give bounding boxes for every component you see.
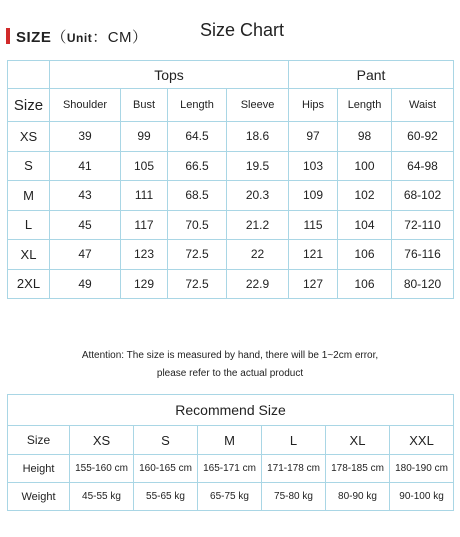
column-header: L [262, 426, 326, 455]
table-cell: 41 [50, 151, 121, 181]
row-label: Weight [8, 483, 70, 511]
column-header: Sleeve [227, 89, 289, 122]
size-cell: M [8, 181, 50, 211]
table-cell: 45-55 kg [70, 483, 134, 511]
table-cell: 160-165 cm [134, 455, 198, 483]
table-cell: 117 [121, 210, 168, 240]
table-cell: 72.5 [168, 269, 227, 299]
table-cell: 165-171 cm [198, 455, 262, 483]
table-cell: 123 [121, 240, 168, 270]
column-header: Length [168, 89, 227, 122]
table-cell: 102 [338, 181, 392, 211]
table-cell: 66.5 [168, 151, 227, 181]
size-cell: XL [8, 240, 50, 270]
corner-cell [8, 61, 50, 89]
table-cell: 43 [50, 181, 121, 211]
table-row [8, 455, 454, 483]
table-cell: 60-92 [392, 122, 454, 152]
table-cell: 21.2 [227, 210, 289, 240]
accent-bar [6, 28, 10, 44]
header [0, 0, 460, 60]
table-cell: 68-102 [392, 181, 454, 211]
table-cell: 97 [289, 122, 338, 152]
unit-word: Unit [66, 31, 93, 45]
table-cell: 171-178 cm [262, 455, 326, 483]
table-cell: 90-100 kg [390, 483, 454, 511]
column-header: Size [8, 426, 70, 455]
size-chart-table [7, 60, 454, 299]
table-cell: 121 [289, 240, 338, 270]
recommend-rows [8, 455, 454, 511]
recommend-header-row [8, 426, 454, 455]
table-cell: 178-185 cm [326, 455, 390, 483]
table-cell: 106 [338, 269, 392, 299]
table-cell: 64.5 [168, 122, 227, 152]
table-cell: 19.5 [227, 151, 289, 181]
table-cell: 104 [338, 210, 392, 240]
table-row [8, 122, 454, 152]
unit-value: CM） [107, 29, 148, 46]
table-row [8, 151, 454, 181]
table-cell: 127 [289, 269, 338, 299]
table-cell: 72-110 [392, 210, 454, 240]
table-cell: 99 [121, 122, 168, 152]
column-header: Shoulder [50, 89, 121, 122]
table-cell: 45 [50, 210, 121, 240]
row-label: Height [8, 455, 70, 483]
recommend-size-table [7, 394, 454, 511]
table-cell: 22 [227, 240, 289, 270]
column-header: Hips [289, 89, 338, 122]
column-header: S [134, 426, 198, 455]
group-tops: Tops [50, 61, 289, 89]
column-header-row [8, 89, 454, 122]
table-cell: 80-90 kg [326, 483, 390, 511]
table-cell: 115 [289, 210, 338, 240]
table-cell: 39 [50, 122, 121, 152]
table-cell: 80-120 [392, 269, 454, 299]
column-header: XS [70, 426, 134, 455]
column-header: Waist [392, 89, 454, 122]
attention-line-1: Attention: The size is measured by hand, there will be 1~2cm error, [81, 350, 379, 361]
attention-line-2: please refer to the actual product [156, 368, 304, 379]
column-header: M [198, 426, 262, 455]
column-header: Bust [121, 89, 168, 122]
table-cell: 49 [50, 269, 121, 299]
table-cell: 155-160 cm [70, 455, 134, 483]
table-cell: 129 [121, 269, 168, 299]
table-cell: 105 [121, 151, 168, 181]
table-cell: 103 [289, 151, 338, 181]
table-cell: 64-98 [392, 151, 454, 181]
group-header-row [8, 61, 454, 89]
table-cell: 55-65 kg [134, 483, 198, 511]
column-header: Size [8, 89, 50, 122]
table-cell: 20.3 [227, 181, 289, 211]
table-row [8, 483, 454, 511]
size-cell: L [8, 210, 50, 240]
table-cell: 109 [289, 181, 338, 211]
table-cell: 75-80 kg [262, 483, 326, 511]
size-cell: S [8, 151, 50, 181]
column-header: XL [326, 426, 390, 455]
size-cell: 2XL [8, 269, 50, 299]
column-header: XXL [390, 426, 454, 455]
page-title: Size Chart [200, 20, 285, 40]
table-cell: 72.5 [168, 240, 227, 270]
size-cell: XS [8, 122, 50, 152]
recommend-title: Recommend Size [8, 395, 454, 426]
table-cell: 70.5 [168, 210, 227, 240]
column-header: Length [338, 89, 392, 122]
size-unit-label [16, 26, 148, 47]
group-pant: Pant [289, 61, 454, 89]
table-cell: 22.9 [227, 269, 289, 299]
table-cell: 100 [338, 151, 392, 181]
table-cell: 65-75 kg [198, 483, 262, 511]
table-cell: 47 [50, 240, 121, 270]
table-cell: 111 [121, 181, 168, 211]
attention-note [0, 347, 460, 383]
unit-colon: ： [92, 29, 108, 46]
table-cell: 76-116 [392, 240, 454, 270]
table-cell: 68.5 [168, 181, 227, 211]
table-cell: 98 [338, 122, 392, 152]
table-cell: 18.6 [227, 122, 289, 152]
table-cell: 180-190 cm [390, 455, 454, 483]
table-row [8, 181, 454, 211]
table-row [8, 240, 454, 270]
table-cell: 106 [338, 240, 392, 270]
table-row [8, 210, 454, 240]
unit-open: （ [51, 29, 67, 46]
size-rows [8, 122, 454, 299]
recommend-title-row [8, 395, 454, 426]
table-row [8, 269, 454, 299]
size-label: SIZE [16, 29, 52, 46]
